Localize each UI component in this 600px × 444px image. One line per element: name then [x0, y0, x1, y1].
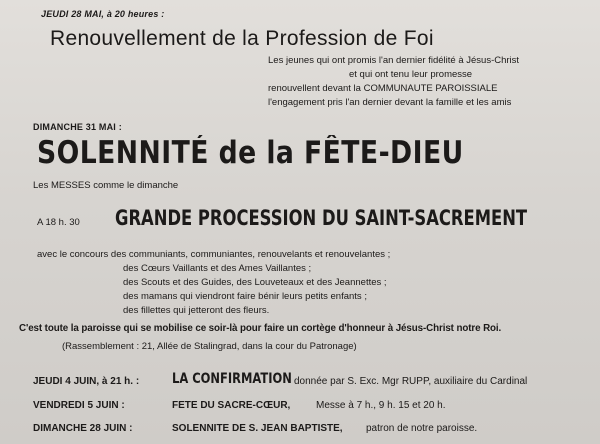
event-detail: Messe à 7 h., 9 h. 15 et 20 h. — [316, 400, 446, 411]
event-date: VENDREDI 5 JUIN : — [33, 400, 125, 411]
section1-date: JEUDI 28 MAI, à 20 heures : — [41, 9, 165, 19]
section2-masses: Les MESSES comme le dimanche — [33, 180, 179, 191]
event-name: LA CONFIRMATION — [172, 371, 292, 387]
event-name: FETE DU SACRE-CŒUR, — [172, 400, 291, 411]
appeal-text: C'est toute la paroisse qui se mobilise ce soir-là pour faire un cortège d'honneur à Jésus-Christ notre Roi. — [19, 323, 502, 334]
section2-time: A 18 h. 30 — [37, 217, 80, 228]
section1-line: Les jeunes qui ont promis l'an dernier fidélité à Jésus-Christ — [268, 55, 520, 66]
section1-line: et qui ont tenu leur promesse — [349, 69, 473, 80]
section2-title: SOLENNITÉ de la FÊTE-DIEU — [37, 135, 464, 171]
procession-line: des mamans qui viendront faire bénir leurs petits enfants ; — [123, 291, 367, 302]
event-detail: donnée par S. Exc. Mgr RUPP, auxiliaire du Cardinal — [294, 376, 528, 387]
event-name: SOLENNITE DE S. JEAN BAPTISTE, — [172, 423, 343, 434]
section2-procession: GRANDE PROCESSION DU SAINT-SACREMENT — [115, 206, 528, 230]
meeting-text: (Rassemblement : 21, Allée de Stalingrad, dans la cour du Patronage) — [62, 341, 357, 352]
event-date: DIMANCHE 28 JUIN : — [33, 423, 133, 434]
section1-title: Renouvellement de la Profession de Foi — [50, 27, 434, 50]
section1-line: l'engagement pris l'an dernier devant la famille et les amis — [268, 97, 512, 108]
procession-line: des Scouts et des Guides, des Louveteaux et des Jeannettes ; — [123, 277, 387, 288]
procession-line: avec le concours des communiants, communiantes, renouvelants et renouvelantes ; — [37, 249, 391, 260]
section2-date: DIMANCHE 31 MAI : — [33, 122, 122, 132]
procession-line: des Cœurs Vaillants et des Ames Vaillantes ; — [123, 263, 312, 274]
procession-line: des fillettes qui jetteront des fleurs. — [123, 305, 270, 316]
event-detail: patron de notre paroisse. — [366, 423, 478, 434]
section1-line: renouvellent devant la COMMUNAUTE PAROISSIALE — [268, 83, 498, 94]
event-date: JEUDI 4 JUIN, à 21 h. : — [33, 376, 140, 387]
